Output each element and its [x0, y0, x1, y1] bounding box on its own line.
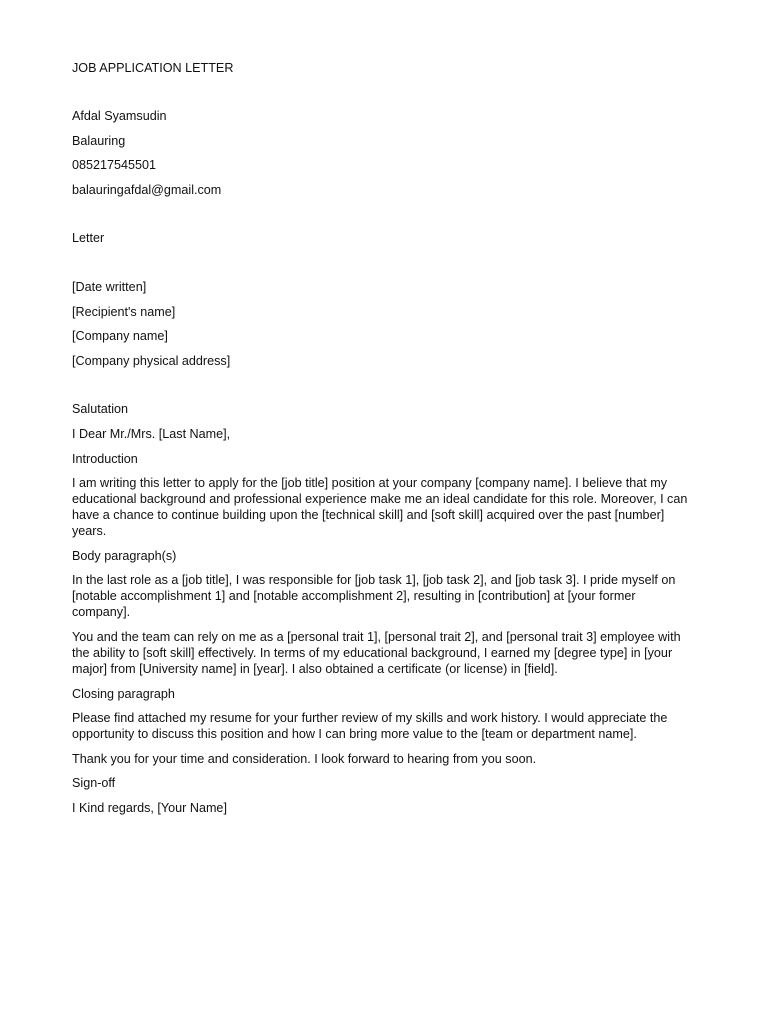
body-paragraph-2-line: major] from [University name] in [year]. I also obtained a certificate (or license) in [field]. — [72, 661, 558, 676]
sender-block — [72, 108, 696, 198]
body-paragraph-1 — [72, 572, 696, 620]
closing-paragraph — [72, 710, 696, 742]
sender-place: Balauring — [72, 133, 126, 148]
signoff-label: Sign-off — [72, 776, 116, 791]
introduction-line: years. — [72, 524, 107, 539]
introduction-paragraph — [72, 475, 696, 539]
thanks-text: Thank you for your time and consideration. I look forward to hearing from you soon. — [72, 751, 537, 766]
recipient-block — [72, 279, 696, 369]
sender-name: Afdal Syamsudin — [72, 109, 167, 123]
closing-line: Please find attached my resume for your further review of my skills and work history. I would appreciate the — [72, 711, 668, 726]
company-name: [Company name] — [72, 329, 168, 344]
letter-label: Letter — [72, 231, 105, 246]
signoff-text: I Kind regards, [Your Name] — [72, 800, 227, 815]
sender-phone: 085217545501 — [72, 158, 157, 173]
salutation-label: Salutation — [72, 402, 129, 417]
date-written: [Date written] — [72, 279, 147, 294]
body-paragraph-2-line: You and the team can rely on me as a [personal trait 1], [personal trait 2], and [personal trait 3] employee with — [72, 629, 681, 644]
introduction-line: have a chance to continue building upon the [technical skill] and [soft skill] acquired over the past [number] — [72, 508, 665, 523]
body-paragraph-1-line: [notable accomplishment 1] and [notable accomplishment 2], resulting in [contribution] at [your former — [72, 589, 636, 604]
introduction-line: educational background and professional experience make me an ideal candidate for this role. Moreover, I can — [72, 492, 688, 507]
body-paragraph-2 — [72, 629, 696, 677]
sender-email: balauringafdal@gmail.com — [72, 182, 222, 197]
body-paragraph-1-line: company]. — [72, 605, 131, 620]
body-paragraph-2-line: the ability to [soft skill] effectively. In terms of my educational background, I earned my [degree type] in [your — [72, 645, 673, 660]
recipient-name: [Recipient's name] — [72, 304, 176, 319]
body-paragraph-1-line: In the last role as a [job title], I was responsible for [job task 1], [job task 2], and [job task 3]. I pride myself on — [72, 573, 676, 588]
closing-label: Closing paragraph — [72, 686, 175, 701]
letter-content — [72, 60, 696, 816]
introduction-label: Introduction — [72, 451, 138, 466]
closing-line: opportunity to discuss this position and how I can bring more value to the [team or department name]. — [72, 727, 637, 742]
introduction-line: I am writing this letter to apply for the [job title] position at your company [company name]. I believe that my — [72, 476, 667, 491]
document-title: JOB APPLICATION LETTER — [72, 61, 234, 75]
company-address: [Company physical address] — [72, 353, 231, 368]
salutation-text: I Dear Mr./Mrs. [Last Name], — [72, 426, 231, 441]
body-label: Body paragraph(s) — [72, 548, 177, 563]
